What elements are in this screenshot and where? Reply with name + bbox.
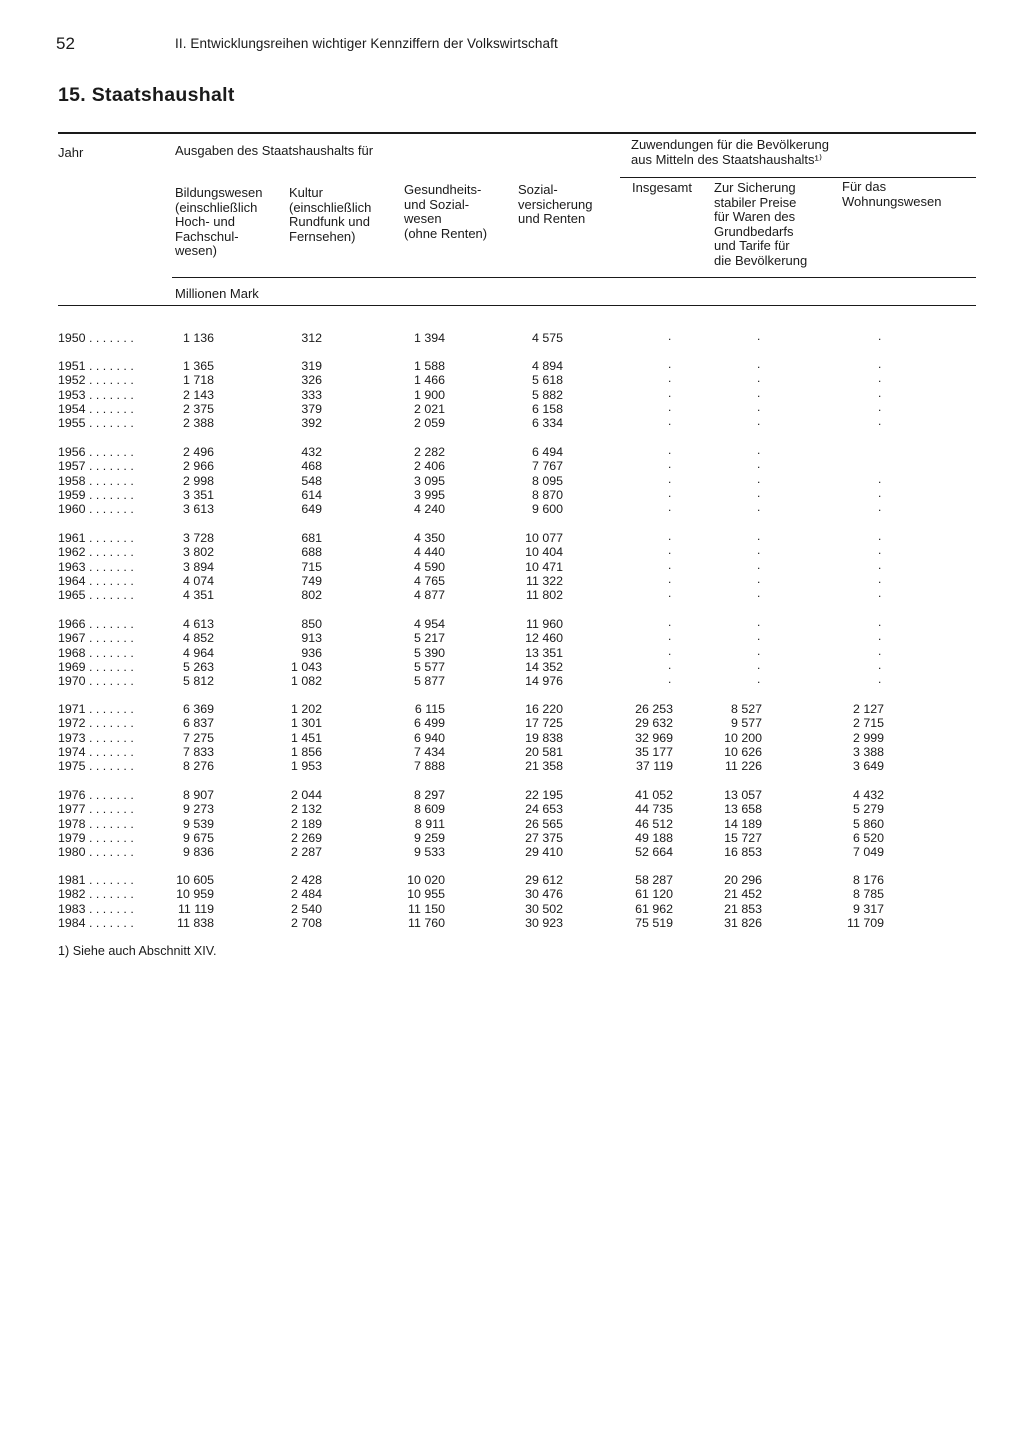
- insgesamt-cell: .: [668, 371, 672, 386]
- sozial-cell: 6 334: [531, 416, 563, 431]
- gesundheit-cell: 1 588: [413, 359, 445, 373]
- sicherung-cell: .: [757, 329, 761, 343]
- bildung-cell: 8 907: [182, 788, 214, 802]
- bildung-cell: 7 833: [182, 744, 214, 759]
- bildung-cell: 9 675: [182, 830, 214, 845]
- bildung-cell: 4 613: [182, 617, 214, 631]
- sicherung-cell: 20 296: [724, 873, 762, 887]
- year-cell: 1971 . . . . . . .: [58, 702, 134, 716]
- insgesamt-cell: 44 735: [635, 802, 673, 817]
- kultur-cell: 1 301: [290, 716, 322, 731]
- year-cell: 1953 . . . . . . .: [58, 387, 134, 402]
- header-zuwendungen: Zuwendungen für die Bevölkerung aus Mitteln des Staatshaushalts¹⁾: [631, 137, 830, 167]
- header-gesundheitswesen: Gesundheits- und Sozial- wesen (ohne Renten): [404, 182, 488, 241]
- sicherung-cell: 21 853: [724, 901, 762, 916]
- insgesamt-cell: .: [668, 443, 672, 457]
- wohnung-cell: .: [878, 471, 882, 486]
- insgesamt-cell: .: [668, 485, 672, 500]
- gesundheit-cell: 4 240: [413, 502, 445, 517]
- bildung-cell: 7 275: [182, 730, 214, 745]
- table-top-rule: [58, 132, 976, 134]
- gesundheit-cell: 4 590: [413, 559, 445, 574]
- insgesamt-cell: .: [668, 457, 672, 472]
- year-cell: 1974 . . . . . . .: [58, 744, 134, 759]
- gesundheit-cell: 5 217: [413, 631, 445, 646]
- year-cell: 1955 . . . . . . .: [58, 416, 134, 431]
- gesundheit-cell: 4 765: [413, 573, 445, 588]
- year-cell: 1961 . . . . . . .: [58, 531, 134, 545]
- sozial-cell: 22 195: [525, 788, 563, 802]
- header-insgesamt: Insgesamt: [632, 180, 692, 195]
- wohnung-cell: 2 127: [852, 702, 884, 716]
- wohnung-cell: .: [878, 672, 882, 687]
- bildung-cell: 1 718: [182, 373, 214, 388]
- gesundheit-cell: 1 466: [413, 373, 445, 388]
- insgesamt-cell: .: [668, 557, 672, 572]
- year-cell: 1960 . . . . . . .: [58, 502, 134, 517]
- sicherung-cell: .: [757, 672, 761, 687]
- year-cell: 1956 . . . . . . .: [58, 445, 134, 459]
- sicherung-cell: .: [757, 615, 761, 629]
- insgesamt-cell: 61 962: [635, 901, 673, 916]
- insgesamt-cell: .: [668, 399, 672, 414]
- kultur-cell: 1 043: [290, 659, 322, 674]
- kultur-cell: 681: [301, 531, 322, 545]
- sozial-cell: 13 351: [525, 645, 563, 660]
- kultur-cell: 2 708: [290, 915, 322, 930]
- kultur-cell: 1 953: [290, 759, 322, 774]
- bildung-cell: 4 964: [182, 645, 214, 660]
- kultur-cell: 2 287: [290, 845, 322, 860]
- insgesamt-cell: .: [668, 543, 672, 558]
- year-cell: 1978 . . . . . . .: [58, 816, 134, 831]
- sicherung-cell: .: [757, 500, 761, 515]
- kultur-cell: 1 856: [290, 744, 322, 759]
- year-cell: 1969 . . . . . . .: [58, 659, 134, 674]
- year-cell: 1980 . . . . . . .: [58, 845, 134, 860]
- insgesamt-cell: 75 519: [635, 915, 673, 930]
- wohnung-cell: 8 785: [852, 887, 884, 902]
- insgesamt-cell: 32 969: [635, 730, 673, 745]
- gesundheit-cell: 7 434: [413, 744, 445, 759]
- wohnung-cell: .: [878, 557, 882, 572]
- bildung-cell: 9 273: [182, 802, 214, 817]
- kultur-cell: 432: [301, 445, 322, 459]
- bildung-cell: 1 136: [182, 331, 214, 345]
- sozial-cell: 30 476: [525, 887, 563, 902]
- kultur-cell: 1 082: [290, 674, 322, 689]
- sicherung-cell: .: [757, 571, 761, 586]
- gesundheit-cell: 8 911: [414, 816, 445, 831]
- year-cell: 1981 . . . . . . .: [58, 873, 134, 887]
- year-cell: 1972 . . . . . . .: [58, 716, 134, 731]
- sozial-cell: 12 460: [525, 631, 563, 646]
- sozial-cell: 29 410: [525, 845, 563, 860]
- insgesamt-cell: .: [668, 571, 672, 586]
- sozial-cell: 10 404: [525, 545, 563, 560]
- header-jahr: Jahr: [58, 145, 84, 160]
- gesundheit-cell: 4 954: [413, 617, 445, 631]
- year-cell: 1958 . . . . . . .: [58, 473, 134, 488]
- gesundheit-cell: 1 900: [413, 387, 445, 402]
- kultur-cell: 749: [301, 573, 322, 588]
- gesundheit-cell: 3 995: [413, 487, 445, 502]
- bildung-cell: 2 143: [182, 387, 214, 402]
- year-cell: 1982 . . . . . . .: [58, 887, 134, 902]
- wohnung-cell: .: [878, 643, 882, 658]
- gesundheit-cell: 5 577: [413, 659, 445, 674]
- gesundheit-cell: 2 406: [413, 459, 445, 474]
- sozial-cell: 29 612: [525, 873, 563, 887]
- footnote: 1) Siehe auch Abschnitt XIV.: [58, 944, 217, 958]
- sicherung-cell: .: [757, 529, 761, 543]
- insgesamt-cell: .: [668, 500, 672, 515]
- kultur-cell: 802: [301, 588, 322, 603]
- wohnung-cell: 2 999: [852, 730, 884, 745]
- sozial-cell: 9 600: [531, 502, 563, 517]
- gesundheit-cell: 1 394: [413, 331, 445, 345]
- sicherung-cell: .: [757, 557, 761, 572]
- kultur-cell: 2 189: [290, 816, 322, 831]
- insgesamt-cell: .: [668, 529, 672, 543]
- wohnung-cell: 3 649: [852, 759, 884, 774]
- insgesamt-cell: 58 287: [635, 873, 673, 887]
- kultur-cell: 913: [301, 631, 322, 646]
- wohnung-cell: 6 520: [852, 830, 884, 845]
- gesundheit-cell: 6 115: [414, 702, 445, 716]
- year-cell: 1983 . . . . . . .: [58, 901, 134, 916]
- sicherung-cell: .: [757, 457, 761, 472]
- sozial-cell: 11 802: [526, 588, 563, 603]
- header-preisstuetzung: Zur Sicherung stabiler Preise für Waren des Grundbedarfs und Tarife für die Bevölkerung: [714, 180, 808, 268]
- bildung-cell: 9 836: [182, 845, 214, 860]
- kultur-cell: 548: [301, 473, 322, 488]
- sicherung-cell: 13 658: [724, 802, 762, 817]
- bildung-cell: 5 812: [182, 674, 214, 689]
- bildung-cell: 1 365: [182, 359, 214, 373]
- sicherung-cell: .: [757, 657, 761, 672]
- wohnung-cell: .: [878, 657, 882, 672]
- gesundheit-cell: 2 282: [413, 445, 445, 459]
- sozial-cell: 7 767: [531, 459, 563, 474]
- wohnung-cell: .: [878, 615, 882, 629]
- sicherung-cell: .: [757, 643, 761, 658]
- wohnung-cell: .: [878, 485, 882, 500]
- bildung-cell: 4 852: [182, 631, 214, 646]
- bildung-cell: 11 838: [177, 915, 214, 930]
- sicherung-cell: .: [757, 485, 761, 500]
- gesundheit-cell: 6 499: [413, 716, 445, 731]
- header-wohnungswesen: Für das Wohnungswesen: [842, 179, 942, 209]
- bildung-cell: 5 263: [182, 659, 214, 674]
- insgesamt-cell: 49 188: [635, 830, 673, 845]
- wohnung-cell: .: [878, 357, 882, 371]
- gesundheit-cell: 6 940: [413, 730, 445, 745]
- sicherung-cell: .: [757, 399, 761, 414]
- sicherung-cell: 9 577: [730, 716, 762, 731]
- sozial-cell: 17 725: [525, 716, 563, 731]
- wohnung-cell: 11 709: [847, 915, 884, 930]
- wohnung-cell: .: [878, 543, 882, 558]
- wohnung-cell: .: [878, 629, 882, 644]
- wohnung-cell: .: [878, 529, 882, 543]
- kultur-cell: 2 044: [290, 788, 322, 802]
- wohnung-cell: .: [878, 371, 882, 386]
- kultur-cell: 468: [301, 459, 322, 474]
- sicherung-cell: 11 226: [725, 759, 762, 774]
- gesundheit-cell: 3 095: [413, 473, 445, 488]
- bildung-cell: 4 351: [182, 588, 214, 603]
- section-title: 15. Staatshaushalt: [58, 84, 235, 106]
- year-cell: 1964 . . . . . . .: [58, 573, 134, 588]
- kultur-cell: 312: [301, 331, 322, 345]
- kultur-cell: 1 451: [290, 730, 322, 745]
- sicherung-cell: .: [757, 543, 761, 558]
- sozial-cell: 14 352: [525, 659, 563, 674]
- year-cell: 1957 . . . . . . .: [58, 459, 134, 474]
- bildung-cell: 6 837: [182, 716, 214, 731]
- insgesamt-cell: 61 120: [635, 887, 673, 902]
- gesundheit-cell: 9 533: [413, 845, 445, 860]
- kultur-cell: 1 202: [290, 702, 322, 716]
- bildung-cell: 11 119: [177, 901, 214, 916]
- unit-label: Millionen Mark: [175, 286, 259, 301]
- header-sozialversicherung: Sozial- versicherung und Renten: [518, 182, 593, 227]
- wohnung-cell: 3 388: [852, 744, 884, 759]
- sozial-cell: 16 220: [525, 702, 563, 716]
- sozial-cell: 19 838: [525, 730, 563, 745]
- wohnung-cell: .: [878, 586, 882, 601]
- year-cell: 1979 . . . . . . .: [58, 830, 134, 845]
- insgesamt-cell: .: [668, 385, 672, 400]
- year-cell: 1950 . . . . . . .: [58, 331, 134, 345]
- sicherung-cell: 8 527: [730, 702, 762, 716]
- gesundheit-cell: 8 609: [413, 802, 445, 817]
- insgesamt-cell: .: [668, 414, 672, 429]
- header-bottom-rule: [58, 305, 976, 306]
- bildung-cell: 3 728: [182, 531, 214, 545]
- sozial-cell: 30 923: [525, 915, 563, 930]
- wohnung-cell: .: [878, 571, 882, 586]
- kultur-cell: 2 269: [290, 830, 322, 845]
- bildung-cell: 9 539: [182, 816, 214, 831]
- gesundheit-cell: 8 297: [413, 788, 445, 802]
- year-cell: 1966 . . . . . . .: [58, 617, 134, 631]
- kultur-cell: 649: [301, 502, 322, 517]
- year-cell: 1975 . . . . . . .: [58, 759, 134, 774]
- header-ausgaben: Ausgaben des Staatshaushalts für: [175, 143, 374, 158]
- gesundheit-cell: 10 020: [407, 873, 445, 887]
- bildung-cell: 2 388: [182, 416, 214, 431]
- insgesamt-cell: 52 664: [635, 845, 673, 860]
- kultur-cell: 326: [301, 373, 322, 388]
- sozial-cell: 8 095: [531, 473, 563, 488]
- bildung-cell: 8 276: [182, 759, 214, 774]
- insgesamt-cell: .: [668, 657, 672, 672]
- insgesamt-cell: .: [668, 471, 672, 486]
- wohnung-cell: 7 049: [852, 845, 884, 860]
- group2-rule: [620, 177, 976, 178]
- year-cell: 1973 . . . . . . .: [58, 730, 134, 745]
- kultur-cell: 2 484: [290, 887, 322, 902]
- sozial-cell: 21 358: [525, 759, 563, 774]
- sozial-cell: 27 375: [525, 830, 563, 845]
- sicherung-cell: .: [757, 357, 761, 371]
- sicherung-cell: 15 727: [724, 830, 762, 845]
- kultur-cell: 614: [301, 487, 322, 502]
- insgesamt-cell: 41 052: [635, 788, 673, 802]
- sozial-cell: 5 882: [531, 387, 563, 402]
- wohnung-cell: .: [878, 414, 882, 429]
- sicherung-cell: 21 452: [724, 887, 762, 902]
- wohnung-cell: .: [878, 329, 882, 343]
- kultur-cell: 333: [301, 387, 322, 402]
- unit-rule: [172, 277, 976, 278]
- kultur-cell: 319: [301, 359, 322, 373]
- gesundheit-cell: 2 021: [413, 401, 445, 416]
- sozial-cell: 10 077: [525, 531, 563, 545]
- sozial-cell: 26 565: [525, 816, 563, 831]
- wohnung-cell: 4 432: [852, 788, 884, 802]
- insgesamt-cell: 29 632: [635, 716, 673, 731]
- bildung-cell: 4 074: [182, 573, 214, 588]
- gesundheit-cell: 7 888: [413, 759, 445, 774]
- sozial-cell: 8 870: [531, 487, 563, 502]
- kultur-cell: 392: [301, 416, 322, 431]
- year-cell: 1959 . . . . . . .: [58, 487, 134, 502]
- kultur-cell: 379: [301, 401, 322, 416]
- gesundheit-cell: 4 440: [413, 545, 445, 560]
- sozial-cell: 30 502: [525, 901, 563, 916]
- header-kultur: Kultur (einschließlich Rundfunk und Fernsehen): [289, 185, 372, 244]
- sozial-cell: 14 976: [525, 674, 563, 689]
- sicherung-cell: .: [757, 471, 761, 486]
- gesundheit-cell: 11 760: [408, 915, 445, 930]
- bildung-cell: 3 894: [182, 559, 214, 574]
- sozial-cell: 4 575: [531, 331, 563, 345]
- insgesamt-cell: 46 512: [635, 816, 673, 831]
- sicherung-cell: .: [757, 443, 761, 457]
- bildung-cell: 2 998: [182, 473, 214, 488]
- insgesamt-cell: .: [668, 672, 672, 687]
- wohnung-cell: 5 860: [852, 816, 884, 831]
- insgesamt-cell: 37 119: [636, 759, 673, 774]
- bildung-cell: 10 605: [176, 873, 214, 887]
- kultur-cell: 2 132: [290, 802, 322, 817]
- sozial-cell: 11 322: [526, 573, 563, 588]
- bildung-cell: 10 959: [176, 887, 214, 902]
- sicherung-cell: 14 189: [724, 816, 762, 831]
- wohnung-cell: 8 176: [852, 873, 884, 887]
- insgesamt-cell: 35 177: [635, 744, 673, 759]
- bildung-cell: 2 496: [182, 445, 214, 459]
- year-cell: 1963 . . . . . . .: [58, 559, 134, 574]
- insgesamt-cell: .: [668, 615, 672, 629]
- year-cell: 1984 . . . . . . .: [58, 915, 134, 930]
- sicherung-cell: 16 853: [724, 845, 762, 860]
- sozial-cell: 4 894: [531, 359, 563, 373]
- kultur-cell: 850: [301, 617, 322, 631]
- year-cell: 1954 . . . . . . .: [58, 401, 134, 416]
- bildung-cell: 6 369: [182, 702, 214, 716]
- kultur-cell: 2 428: [290, 873, 322, 887]
- year-cell: 1977 . . . . . . .: [58, 802, 134, 817]
- wohnung-cell: 5 279: [852, 802, 884, 817]
- wohnung-cell: .: [878, 385, 882, 400]
- insgesamt-cell: .: [668, 329, 672, 343]
- insgesamt-cell: .: [668, 586, 672, 601]
- sozial-cell: 5 618: [531, 373, 563, 388]
- gesundheit-cell: 9 259: [413, 830, 445, 845]
- insgesamt-cell: .: [668, 629, 672, 644]
- sozial-cell: 20 581: [525, 744, 563, 759]
- kultur-cell: 2 540: [290, 901, 322, 916]
- sozial-cell: 24 653: [525, 802, 563, 817]
- wohnung-cell: .: [878, 500, 882, 515]
- sicherung-cell: 10 626: [724, 744, 762, 759]
- year-cell: 1965 . . . . . . .: [58, 588, 134, 603]
- wohnung-cell: 2 715: [852, 716, 884, 731]
- bildung-cell: 3 613: [182, 502, 214, 517]
- page-number: 52: [56, 34, 75, 53]
- sicherung-cell: .: [757, 371, 761, 386]
- running-head: II. Entwicklungsreihen wichtiger Kennziffern der Volkswirtschaft: [175, 36, 558, 51]
- gesundheit-cell: 4 877: [413, 588, 445, 603]
- sozial-cell: 6 494: [531, 445, 563, 459]
- sicherung-cell: 31 826: [724, 915, 762, 930]
- insgesamt-cell: .: [668, 357, 672, 371]
- wohnung-cell: 9 317: [852, 901, 884, 916]
- header-bildungswesen: Bildungswesen (einschließlich Hoch- und Fachschul- wesen): [175, 185, 263, 259]
- gesundheit-cell: 5 390: [413, 645, 445, 660]
- year-cell: 1952 . . . . . . .: [58, 373, 134, 388]
- kultur-cell: 715: [301, 559, 322, 574]
- sozial-cell: 11 960: [526, 617, 563, 631]
- insgesamt-cell: .: [668, 643, 672, 658]
- bildung-cell: 3 351: [182, 487, 214, 502]
- bildung-cell: 3 802: [182, 545, 214, 560]
- bildung-cell: 2 966: [182, 459, 214, 474]
- year-cell: 1962 . . . . . . .: [58, 545, 134, 560]
- sozial-cell: 6 158: [531, 401, 563, 416]
- year-cell: 1970 . . . . . . .: [58, 674, 134, 689]
- kultur-cell: 688: [301, 545, 322, 560]
- gesundheit-cell: 5 877: [413, 674, 445, 689]
- sicherung-cell: .: [757, 385, 761, 400]
- bildung-cell: 2 375: [182, 401, 214, 416]
- gesundheit-cell: 2 059: [413, 416, 445, 431]
- sicherung-cell: .: [757, 629, 761, 644]
- gesundheit-cell: 11 150: [408, 901, 445, 916]
- year-cell: 1951 . . . . . . .: [58, 359, 134, 373]
- sicherung-cell: 13 057: [724, 788, 762, 802]
- wohnung-cell: .: [878, 399, 882, 414]
- sicherung-cell: .: [757, 586, 761, 601]
- gesundheit-cell: 10 955: [407, 887, 445, 902]
- sicherung-cell: 10 200: [724, 730, 762, 745]
- sozial-cell: 10 471: [525, 559, 563, 574]
- sicherung-cell: .: [757, 414, 761, 429]
- insgesamt-cell: 26 253: [635, 702, 673, 716]
- kultur-cell: 936: [301, 645, 322, 660]
- year-cell: 1968 . . . . . . .: [58, 645, 134, 660]
- year-cell: 1976 . . . . . . .: [58, 788, 134, 802]
- gesundheit-cell: 4 350: [413, 531, 445, 545]
- year-cell: 1967 . . . . . . .: [58, 631, 134, 646]
